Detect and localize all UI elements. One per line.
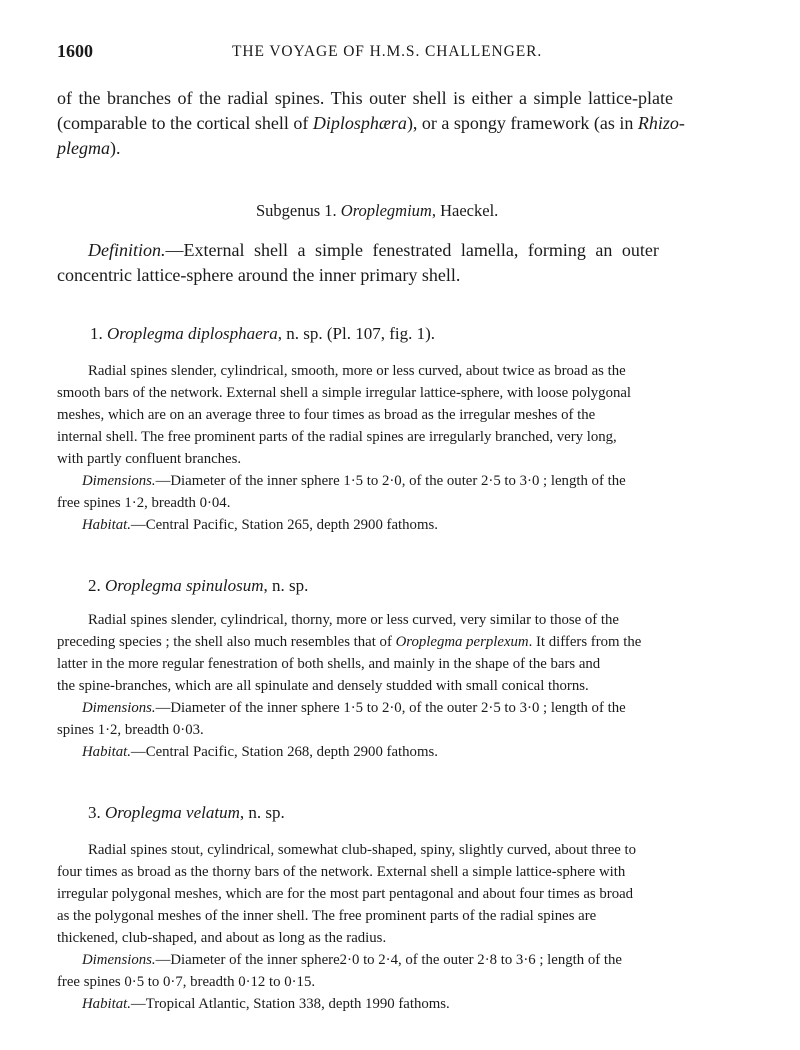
- definition-line-1: Definition.—External shell a simple fenestrated lamella, forming an outer: [88, 240, 659, 260]
- genus-name: plegma: [57, 138, 110, 158]
- species-3-desc-1: Radial spines stout, cylindrical, somewhat club-shaped, spiny, slightly curved, about three to: [88, 842, 637, 858]
- species-1-desc-4: internal shell. The free prominent parts of the radial spines are irregularly branched, very long,: [57, 429, 617, 445]
- intro-line-2: (comparable to the cortical shell of Diplosphæra), or a spongy framework (as in Rhizo-: [57, 113, 685, 133]
- species-3-heading: 3. Oroplegma velatum, n. sp.: [88, 803, 285, 822]
- species-3-desc-3: irregular polygonal meshes, which are for the most part pentagonal and about four times as broad: [57, 886, 634, 902]
- subgenus-heading: Subgenus 1. Oroplegmium, Haeckel.: [256, 201, 499, 220]
- intro-line-1: of the branches of the radial spines. This outer shell is either a simple lattice-plate: [57, 88, 673, 108]
- species-1-habitat: Habitat.—Central Pacific, Station 265, depth 2900 fathoms.: [82, 517, 438, 533]
- species-2-desc-4: the spine-branches, which are all spinulate and densely studded with small conical thorns.: [57, 678, 589, 694]
- intro-line-3: plegma).: [57, 138, 121, 158]
- species-1-desc-5: with partly confluent branches.: [57, 451, 242, 467]
- species-3-habitat: Habitat.—Tropical Atlantic, Station 338, depth 1990 fathoms.: [82, 996, 450, 1012]
- species-1-desc-3: meshes, which are on an average three to four times as broad as the irregular meshes of the: [57, 407, 596, 423]
- species-2-heading: 2. Oroplegma spinulosum, n. sp.: [88, 576, 309, 595]
- species-1-desc-1: Radial spines slender, cylindrical, smooth, more or less curved, about twice as broad as the: [88, 363, 626, 379]
- species-1-heading: 1. Oroplegma diplosphaera, n. sp. (Pl. 107, fig. 1).: [90, 324, 436, 343]
- species-3-desc-5: thickened, club-shaped, and about as long as the radius.: [57, 930, 387, 946]
- genus-name: Diplosphæra: [312, 113, 407, 133]
- species-1-desc-2: smooth bars of the network. External shell a simple irregular lattice-sphere, with loose polygonal: [57, 385, 632, 401]
- species-2-dimensions-2: spines 1·2, breadth 0·03.: [57, 722, 204, 738]
- species-3-dimensions-2: free spines 0·5 to 0·7, breadth 0·12 to 0·15.: [57, 974, 316, 990]
- species-2-desc-3: latter in the more regular fenestration of both shells, and mainly in the shape of the bars and: [57, 656, 601, 672]
- running-title: THE VOYAGE OF H.M.S. CHALLENGER.: [232, 43, 543, 60]
- species-3-desc-2: four times as broad as the thorny bars of the network. External shell a simple lattice-sphere with: [57, 864, 626, 880]
- species-2-desc-2: preceding species ; the shell also much resembles that of Oroplegma perplexum. It differs from the: [57, 634, 642, 650]
- species-2-dimensions: Dimensions.—Diameter of the inner sphere 1·5 to 2·0, of the outer 2·5 to 3·0 ; length of the: [82, 700, 626, 716]
- definition-line-2: concentric lattice-sphere around the inner primary shell.: [57, 265, 461, 285]
- species-1-dimensions: Dimensions.—Diameter of the inner sphere 1·5 to 2·0, of the outer 2·5 to 3·0 ; length of the: [82, 473, 626, 489]
- species-1-dimensions-2: free spines 1·2, breadth 0·04.: [57, 495, 231, 511]
- definition-label: Definition.: [88, 240, 166, 260]
- species-3-desc-4: as the polygonal meshes of the inner shell. The free prominent parts of the radial spines are: [57, 908, 597, 924]
- species-3-dimensions: Dimensions.—Diameter of the inner sphere2·0 to 2·4, of the outer 2·8 to 3·6 ; length of the: [82, 952, 622, 968]
- species-2-habitat: Habitat.—Central Pacific, Station 268, depth 2900 fathoms.: [82, 744, 438, 760]
- species-2-desc-1: Radial spines slender, cylindrical, thorny, more or less curved, very similar to those of the: [88, 612, 619, 628]
- genus-name: Rhizo-: [637, 113, 685, 133]
- page-number: 1600: [57, 41, 93, 61]
